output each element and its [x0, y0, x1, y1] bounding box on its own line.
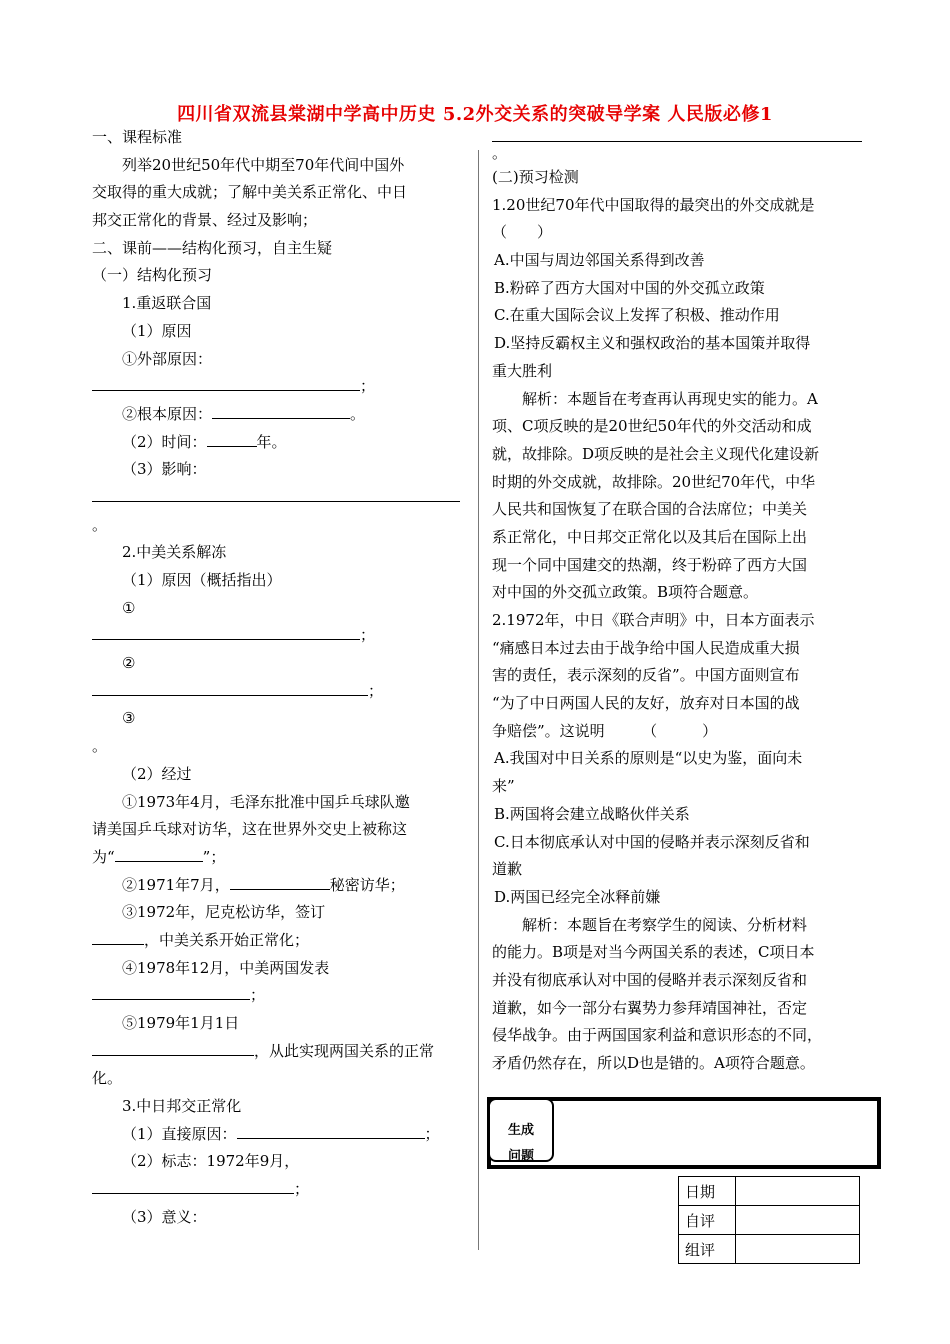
question-2-line: 害的责任，表示深刻的反省”。中国方面则宣布 — [492, 666, 800, 685]
option-c: C.在重大国际会议上发挥了积极、推动作用 — [494, 306, 780, 325]
item-label: （2）经过 — [122, 764, 192, 783]
blank[interactable] — [92, 985, 250, 1000]
question-2-line: “痛感日本过去由于战争给中国人民造成重大损 — [492, 638, 800, 657]
answer-line[interactable]: ； — [92, 1176, 462, 1204]
question-paren: （ ） — [492, 223, 553, 242]
question-2: 2.1972年，中日《联合声明》中，日本方面表示 — [492, 611, 815, 629]
answer-line[interactable]: ； — [92, 622, 462, 650]
item-label: ② — [122, 654, 136, 673]
date-label: 日期 — [679, 1177, 736, 1206]
section-heading: 一、课程标准 — [92, 128, 183, 146]
analysis-line: 时期的外交成就，故排除。20世纪70年代，中华 — [492, 472, 816, 491]
blank[interactable] — [92, 487, 460, 502]
answer-line[interactable]: ； — [92, 982, 462, 1010]
blank[interactable] — [207, 432, 257, 447]
answer-end: 。 — [92, 737, 108, 756]
item-label: （1）原因 — [122, 321, 192, 340]
analysis-line: 矛盾仍然存在，所以D也是错的。A项符合题意。 — [492, 1054, 815, 1072]
analysis-line: 并没有彻底承认对中国的侵略并表示深刻反省和 — [492, 970, 808, 989]
option-b: B.两国将会建立战略伙伴关系 — [494, 804, 690, 823]
paragraph-line: 化。 — [92, 1069, 123, 1088]
blank[interactable] — [92, 930, 144, 945]
blank[interactable] — [92, 1041, 254, 1056]
option-b: B.粉碎了西方大国对中国的外交孤立政策 — [494, 278, 765, 297]
self-eval-label: 自评 — [679, 1206, 736, 1235]
section-heading: 二、课前——结构化预习，自主生疑 — [92, 238, 333, 257]
group-eval-cell[interactable] — [736, 1235, 860, 1264]
topic-heading: 1.重返联合国 — [122, 294, 212, 313]
generated-questions-label: 生成 问题 — [488, 1098, 554, 1162]
answer-line[interactable]: ； — [92, 678, 462, 706]
question-2-line: 争赔偿”。这说明 （ ） — [492, 721, 718, 740]
analysis-line: 项、C项反映的是20世纪50年代的外交活动和成 — [492, 417, 812, 436]
blank[interactable] — [92, 625, 360, 640]
analysis-line: 的能力。B项是对当今两国关系的表述，C项日本 — [492, 943, 815, 962]
answer-line[interactable]: ，从此实现两国关系的正常 — [92, 1038, 462, 1066]
date-cell[interactable] — [736, 1177, 860, 1206]
blank[interactable] — [92, 376, 360, 391]
blank[interactable] — [237, 1124, 425, 1139]
option-d-cont: 重大胜利 — [492, 361, 553, 380]
paragraph-line: ⑤1979年1月1日 — [122, 1014, 240, 1032]
analysis-line: 侵华战争。由于两国国家利益和意识形态的不同， — [492, 1026, 823, 1045]
paragraph-line: 请美国乒乓球对访华，这在世界外交史上被称这 — [92, 820, 408, 839]
item-label: （1）原因（概括指出） — [122, 571, 282, 589]
question-2-line: “为了中日两国人民的友好，放弃对日本国的战 — [492, 694, 800, 713]
item-label: ① — [122, 598, 136, 617]
option-a: A.我国对中日关系的原则是“以史为鉴，面向未 — [494, 749, 803, 768]
analysis-line: 对中国的外交孤立政策。B项符合题意。 — [492, 583, 759, 602]
topic-heading: 3.中日邦交正常化 — [122, 1097, 242, 1116]
paragraph-line: （2）标志：1972年9月， — [122, 1152, 300, 1171]
option-a-cont: 来” — [492, 777, 515, 796]
analysis-line: 现一个同中国建交的热潮，终于粉碎了西方大国 — [492, 555, 808, 574]
blank[interactable] — [92, 1179, 294, 1194]
answer-end: 。 — [92, 515, 108, 534]
analysis-line: 系正常化，中日邦交正常化以及其后在国际上出 — [492, 527, 808, 546]
left-column — [92, 124, 462, 1232]
answer-line[interactable]: ②1971年7月， 秘密访华； — [122, 875, 405, 894]
group-eval-label: 组评 — [679, 1235, 736, 1264]
right-column — [492, 124, 862, 1078]
subsection-heading: (二)预习检测 — [492, 168, 579, 186]
question-1: 1.20世纪70年代中国取得的最突出的外交成就是 — [492, 195, 815, 214]
generated-questions-box[interactable] — [487, 1097, 881, 1169]
column-divider — [478, 150, 479, 1250]
answer-line[interactable]: （2）时间： 年。 — [122, 432, 287, 451]
paragraph-line: 邦交正常化的背景、经过及影响； — [92, 211, 318, 230]
item-label: ③ — [122, 709, 136, 728]
analysis-line: 道歉，如今一部分右翼势力参拜靖国神社，否定 — [492, 998, 808, 1017]
topic-heading: 2.中美关系解冻 — [122, 543, 227, 562]
item-label: （3）意义： — [122, 1207, 207, 1226]
answer-end: 。 — [492, 144, 508, 162]
answer-line[interactable]: ； — [92, 373, 462, 401]
paragraph-line: 交取得的重大成就；了解中美关系正常化、中日 — [92, 183, 408, 202]
table-row — [679, 1177, 860, 1206]
option-c: C.日本彻底承认对中国的侵略并表示深刻反省和 — [494, 832, 810, 851]
item-label: （3）影响： — [122, 460, 207, 479]
option-c-cont: 道歉 — [492, 860, 523, 879]
blank[interactable] — [92, 681, 368, 696]
answer-line[interactable]: ②根本原因： 。 — [122, 404, 366, 423]
page-title: 四川省双流县棠湖中学高中历史 5.2外交关系的突破导学案 人民版必修1 — [177, 104, 773, 125]
paragraph-line: ①1973年4月，毛泽东批准中国乒乓球队邀 — [122, 792, 410, 811]
analysis-line: 人民共和国恢复了在联合国的合法席位；中美关 — [492, 500, 808, 519]
analysis-line: 解析：本题旨在考查再认再现史实的能力。A — [522, 389, 818, 408]
self-eval-cell[interactable] — [736, 1206, 860, 1235]
evaluation-table — [678, 1176, 860, 1264]
subsection-heading: （一）结构化预习 — [92, 266, 213, 285]
item-label: ①外部原因： — [122, 349, 213, 368]
analysis-line: 就，故排除。D项反映的是社会主义现代化建设新 — [492, 444, 820, 463]
answer-line[interactable]: 为“ ”； — [92, 847, 226, 866]
paragraph-line: ③1972年，尼克松访华，签订 — [122, 903, 326, 922]
blank[interactable] — [115, 847, 203, 862]
blank[interactable] — [230, 875, 330, 890]
answer-line[interactable]: ，中美关系开始正常化； — [92, 927, 462, 955]
answer-line[interactable]: （1）直接原因： ； — [122, 1124, 440, 1143]
answer-line[interactable] — [92, 484, 462, 512]
blank[interactable] — [212, 404, 350, 419]
analysis-line: 解析：本题旨在考察学生的阅读、分析材料 — [522, 915, 808, 934]
option-d: D.坚持反霸权主义和强权政治的基本国策并取得 — [494, 334, 811, 353]
option-a: A.中国与周边邻国关系得到改善 — [494, 251, 705, 270]
paragraph-line: 列举20世纪50年代中期至70年代间中国外 — [122, 155, 405, 174]
paragraph-line: ④1978年12月，中美两国发表 — [122, 958, 330, 977]
table-row — [679, 1206, 860, 1235]
option-d: D.两国已经完全冰释前嫌 — [494, 887, 661, 906]
table-row — [679, 1235, 860, 1264]
